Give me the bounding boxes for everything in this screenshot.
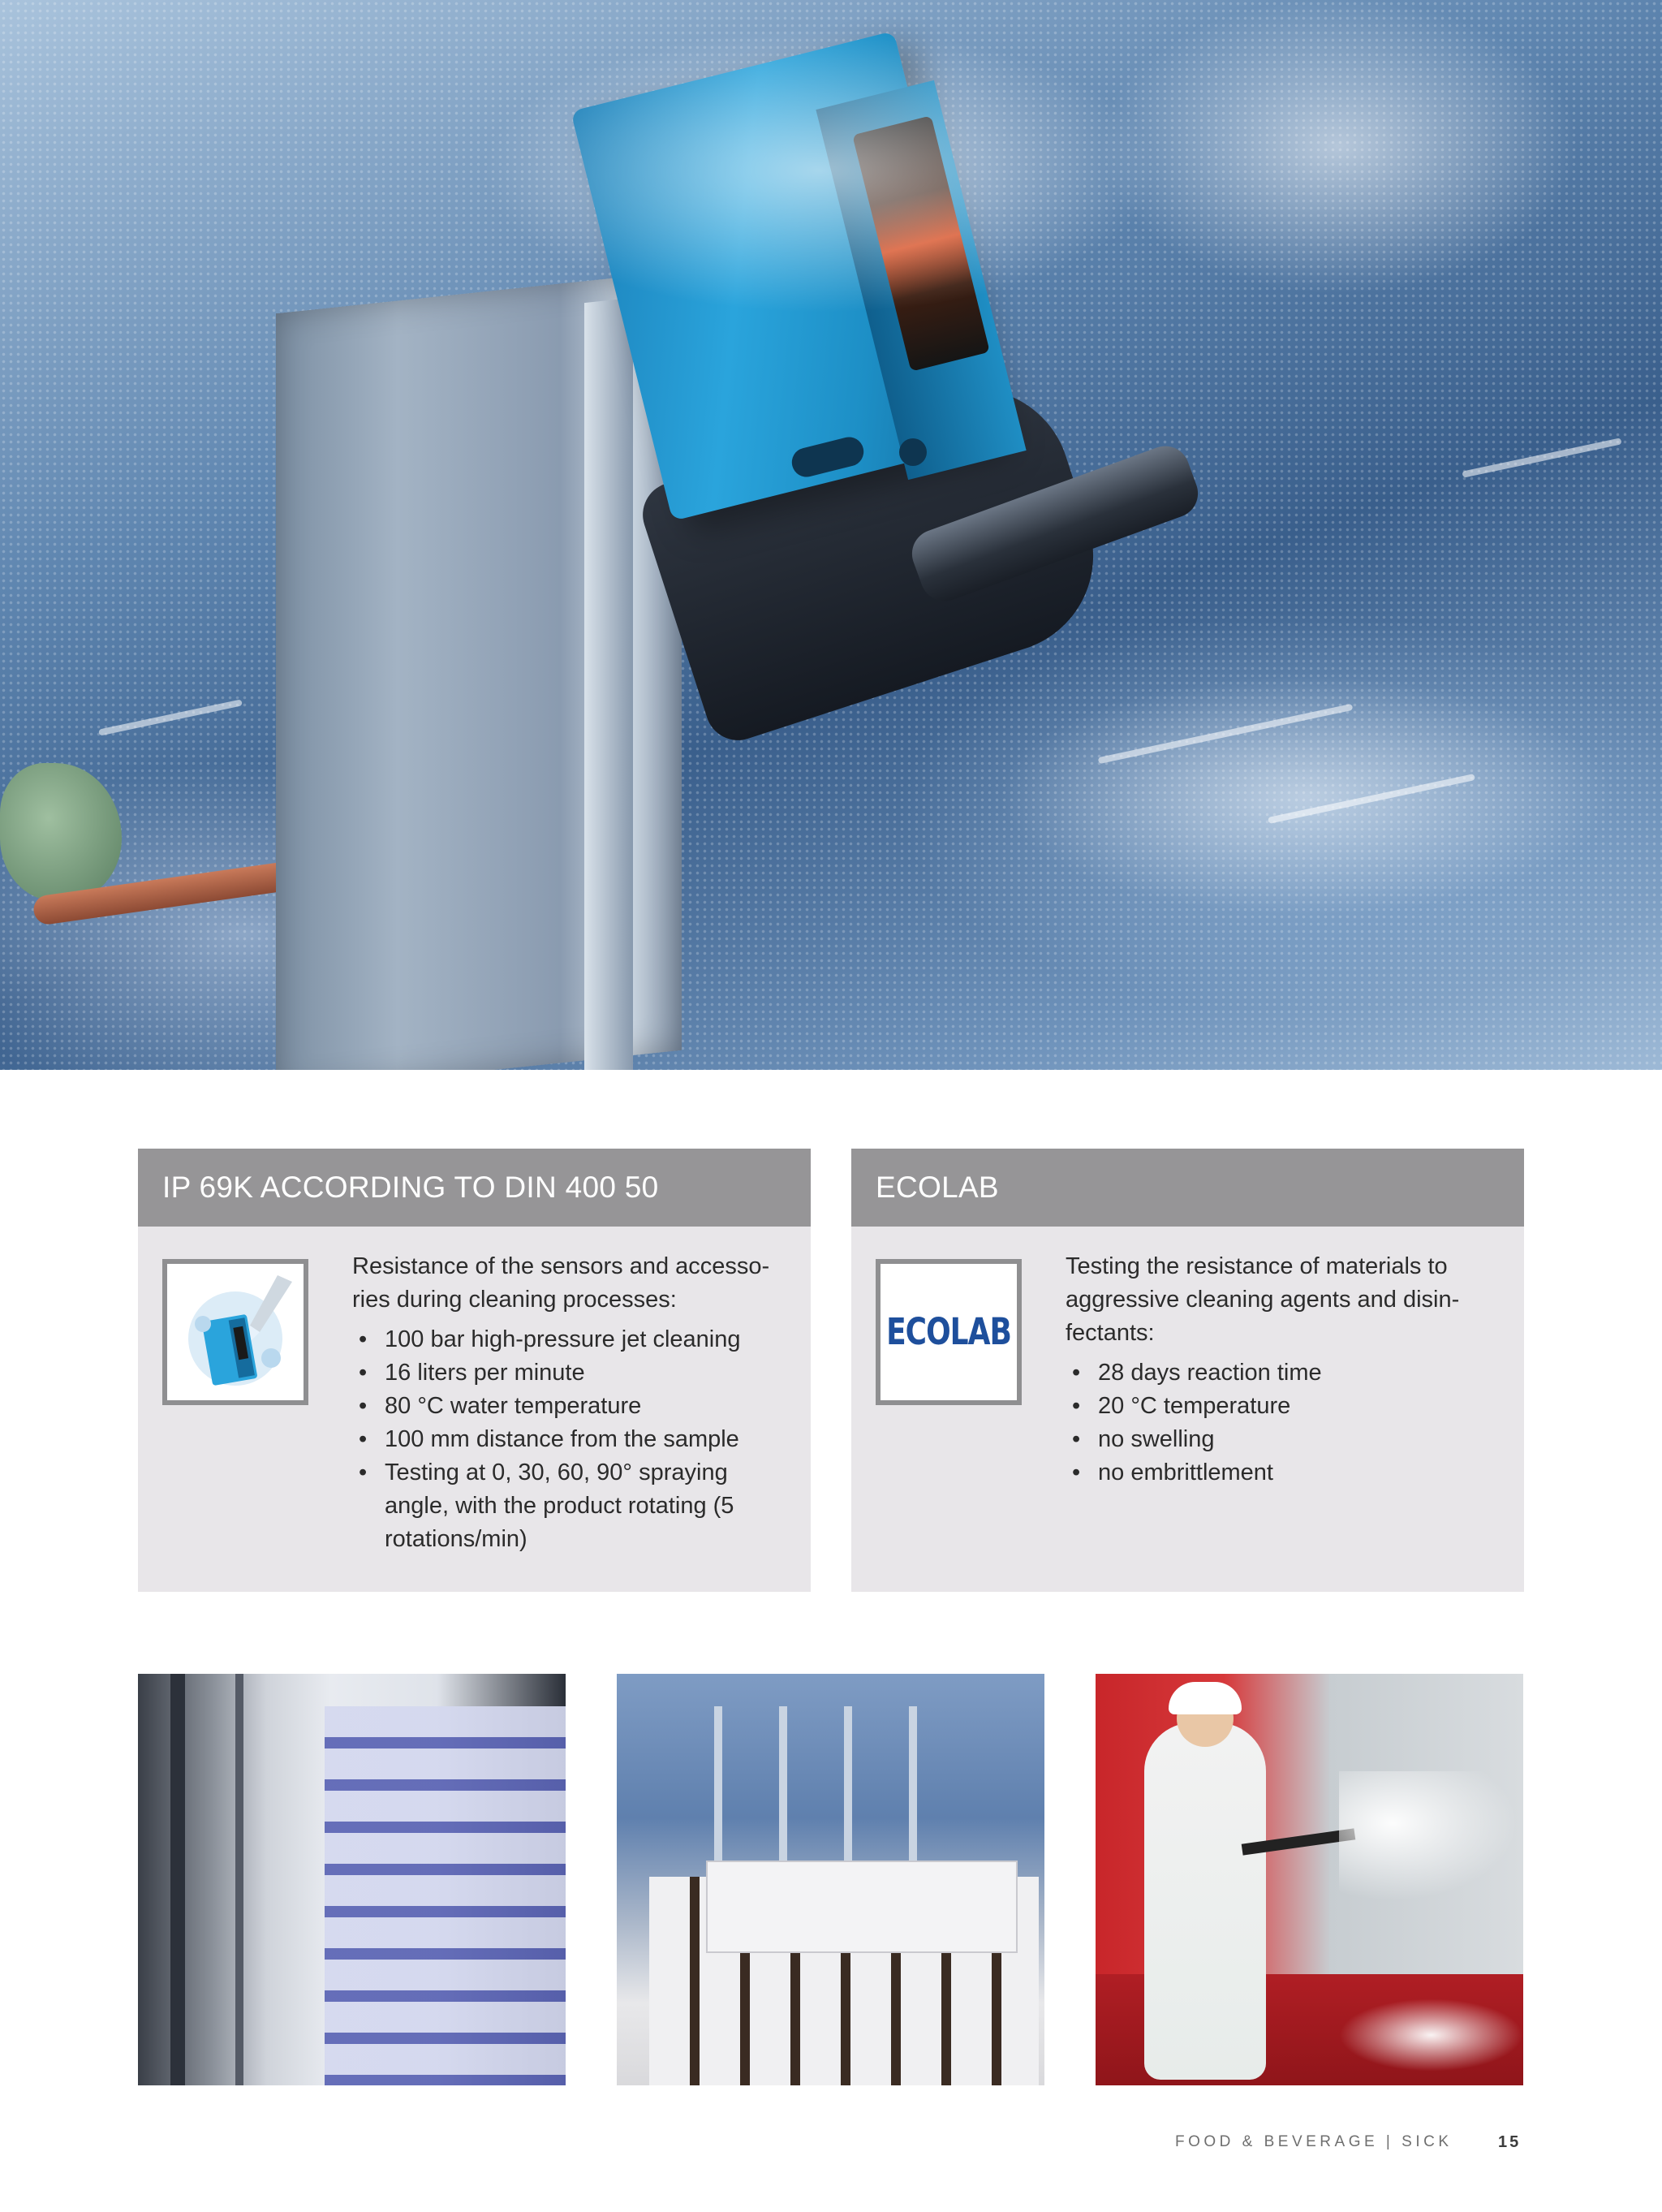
ecolab-box-title: ECOLAB bbox=[851, 1149, 1524, 1227]
photo-box-stack bbox=[325, 1706, 566, 2085]
ip69k-bullet-list bbox=[352, 1323, 782, 1556]
page-number: 15 bbox=[1498, 2133, 1522, 2151]
photo-worker bbox=[1144, 1723, 1266, 2080]
ip69k-box-title: IP 69K ACCORDING TO DIN 400 50 bbox=[138, 1149, 811, 1227]
footer-section-label: FOOD & BEVERAGE | SICK bbox=[1175, 2133, 1453, 2150]
photo-rail bbox=[235, 1674, 243, 2085]
hero-water-splash bbox=[454, 16, 1185, 325]
list-item: • no swelling bbox=[1066, 1423, 1496, 1456]
ip69k-box-body bbox=[352, 1250, 782, 1556]
photo-machine-bar bbox=[779, 1706, 787, 1869]
ip69k-intro: Resistance of the sensors and accesso-ries during cleaning processes: bbox=[352, 1253, 770, 1313]
ecolab-logo: ECOLAB bbox=[886, 1311, 1011, 1353]
hero-water-splash bbox=[974, 666, 1639, 925]
hero-sensor-hole bbox=[899, 438, 927, 466]
list-item: • 100 bar high-pressure jet cleaning bbox=[352, 1323, 782, 1356]
list-item: • 16 liters per minute bbox=[352, 1356, 782, 1390]
photo-machine-bar bbox=[714, 1706, 722, 1869]
ecolab-bullet-list bbox=[1066, 1356, 1496, 1490]
list-item: • 28 days reaction time bbox=[1066, 1356, 1496, 1390]
photo-warehouse-pallets bbox=[138, 1674, 566, 2085]
ecolab-intro: Testing the resistance of materials to aggressive cleaning agents and disin-fectants: bbox=[1066, 1253, 1460, 1346]
photo-machine-bar bbox=[909, 1706, 917, 1869]
photo-spray-mist bbox=[1339, 1771, 1518, 1901]
ecolab-logo-frame bbox=[876, 1259, 1022, 1405]
list-item: • Testing at 0, 30, 60, 90° spraying angle, with the product rotating (5 rotations/min) bbox=[352, 1456, 782, 1556]
photo-machine-bar bbox=[844, 1706, 852, 1869]
ecolab-info-box bbox=[851, 1149, 1524, 1592]
photo-rail bbox=[170, 1674, 185, 2085]
sensor-spray-icon bbox=[170, 1267, 300, 1397]
jet-cleaning-icon bbox=[162, 1259, 308, 1405]
photo-worker-cap bbox=[1169, 1682, 1242, 1714]
photo-foam-puddle bbox=[1339, 1999, 1523, 2072]
list-item: • no embrittlement bbox=[1066, 1456, 1496, 1490]
hero-metal-plate-edge bbox=[584, 298, 633, 1070]
photo-crate-top bbox=[706, 1861, 1018, 1953]
photo-worker-cleaning bbox=[1096, 1674, 1523, 2085]
hero-photo-sensor-jet-cleaning bbox=[0, 0, 1662, 1070]
ecolab-box-body bbox=[1066, 1250, 1496, 1490]
photo-bottle-crates bbox=[617, 1674, 1044, 2085]
ip69k-info-box bbox=[138, 1149, 811, 1592]
list-item: • 80 °C water temperature bbox=[352, 1390, 782, 1423]
list-item: • 100 mm distance from the sample bbox=[352, 1423, 782, 1456]
list-item: • 20 °C temperature bbox=[1066, 1390, 1496, 1423]
